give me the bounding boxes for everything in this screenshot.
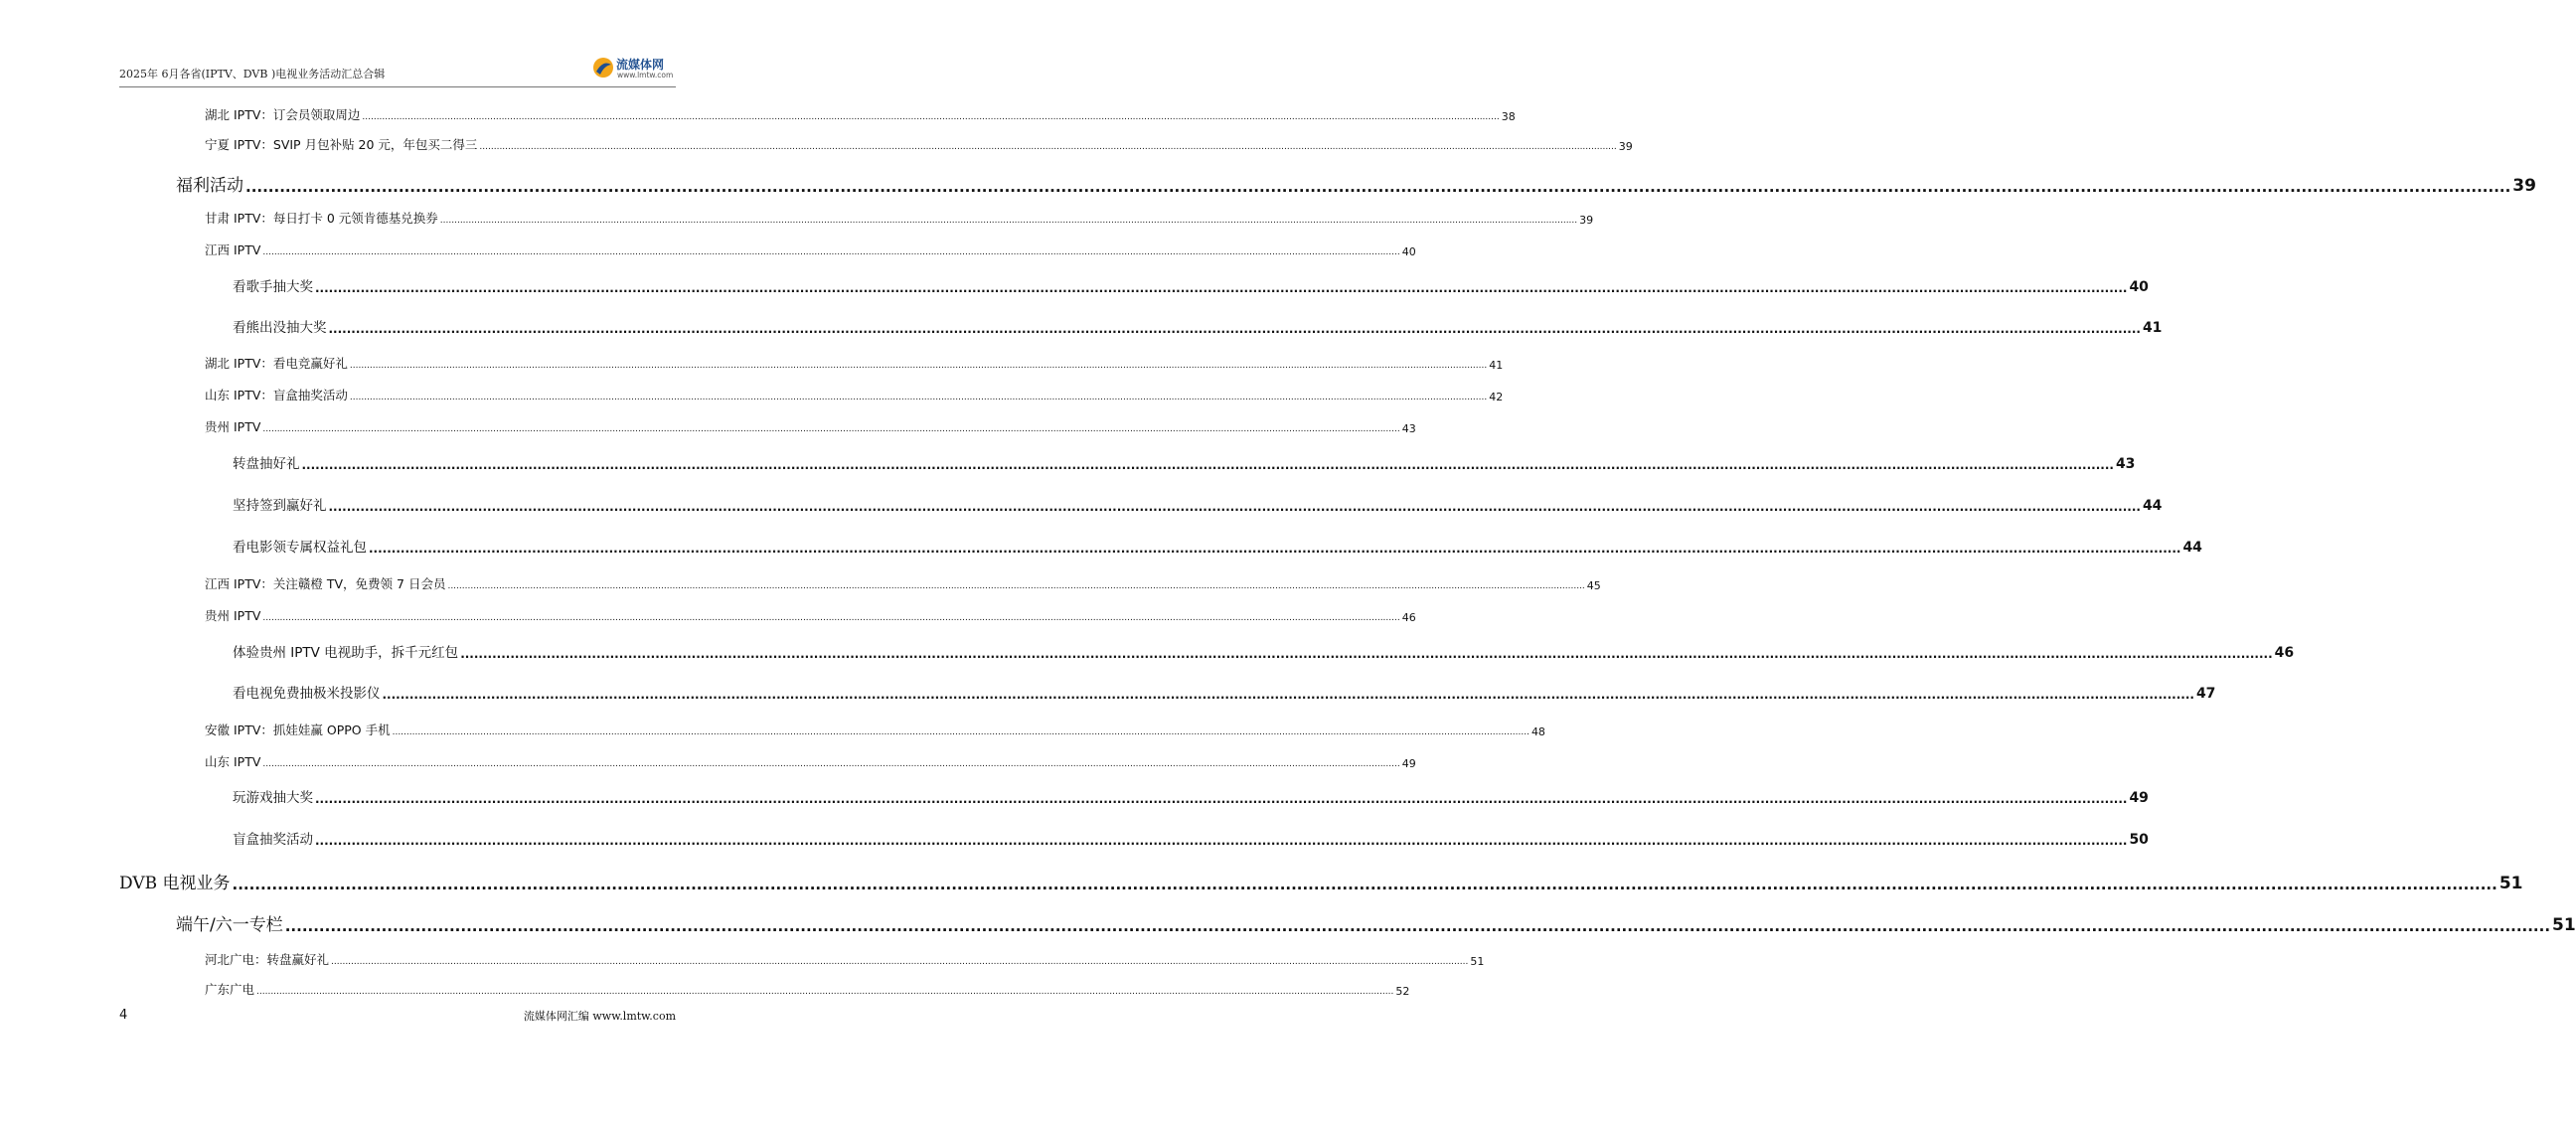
- footer-credit: 流媒体网汇编 www.lmtw.com: [523, 1010, 676, 1023]
- toc-entry-page: 46: [2274, 645, 2295, 661]
- toc-dot-leader: ................................................................................................................................................................................................................................................................................................................................................................................................................: [362, 112, 1500, 122]
- toc-entry-title: 看电影领专属权益礼包: [233, 540, 367, 556]
- toc-entry[interactable]: [205, 354, 1504, 372]
- lmtw-logo: [592, 55, 682, 84]
- toc-entry-page: 42: [1489, 391, 1504, 403]
- toc-dot-leader: ................................................................................................................................................................................................................................................................................................................................................................................................................: [328, 500, 2141, 514]
- toc-entry-title: 贵州 IPTV: [205, 419, 261, 434]
- toc-entry-title: 江西 IPTV：关注赣橙 TV，免费领 7 日会员: [205, 576, 446, 591]
- toc-entry-title: DVB 电视业务: [119, 874, 231, 893]
- toc-entry-title: 看电视免费抽极米投影仪: [233, 686, 381, 702]
- toc-entry-page: 40: [2129, 279, 2149, 295]
- toc-dot-leader: ................................................................................................................................................................................................................................................................................................................................................................................................................: [262, 247, 1400, 257]
- footer-page-number: 4: [119, 1008, 128, 1023]
- toc-dot-leader: ................................................................................................................................................................................................................................................................................................................................................................................................................: [284, 917, 2551, 935]
- toc-entry[interactable]: [205, 135, 1633, 153]
- toc-entry[interactable]: [205, 105, 1516, 123]
- toc-entry-title: 贵州 IPTV: [205, 608, 261, 623]
- toc-entry-page: 49: [1401, 757, 1416, 770]
- toc-entry[interactable]: [233, 828, 2149, 848]
- toc-entry[interactable]: [205, 417, 1416, 435]
- toc-entry[interactable]: [205, 209, 1594, 227]
- toc-entry-title: 宁夏 IPTV：SVIP 月包补贴 20 元，年包买二得三: [205, 137, 478, 152]
- toc-entry[interactable]: [205, 721, 1545, 738]
- toc-dot-leader: ................................................................................................................................................................................................................................................................................................................................................................................................................: [315, 281, 2128, 295]
- toc-dot-leader: ................................................................................................................................................................................................................................................................................................................................................................................................................: [262, 759, 1400, 769]
- toc-entry-title: 盲盒抽奖活动: [233, 832, 313, 848]
- toc-entry-page: 43: [2115, 456, 2136, 472]
- toc-dot-leader: ................................................................................................................................................................................................................................................................................................................................................................................................................: [479, 142, 1617, 152]
- toc-entry-title: 福利活动: [176, 176, 243, 196]
- toc-entry[interactable]: [233, 316, 2163, 336]
- toc-entry-page: 51: [2552, 915, 2576, 935]
- toc-entry[interactable]: [205, 606, 1416, 624]
- toc-entry-title: 湖北 IPTV：看电竞赢好礼: [205, 356, 348, 371]
- toc-dot-leader: ................................................................................................................................................................................................................................................................................................................................................................................................................: [392, 727, 1530, 737]
- toc-entry-title: 甘肃 IPTV：每日打卡 0 元领肯德基兑换券: [205, 211, 438, 226]
- header-divider: [119, 86, 676, 87]
- toc-dot-leader: ................................................................................................................................................................................................................................................................................................................................................................................................................: [232, 876, 2497, 893]
- logo-mark-icon: [592, 57, 614, 79]
- toc-entry[interactable]: [233, 536, 2202, 556]
- toc-dot-leader: ................................................................................................................................................................................................................................................................................................................................................................................................................: [256, 987, 1394, 997]
- toc-entry[interactable]: [205, 980, 1410, 998]
- toc-entry[interactable]: [205, 574, 1601, 592]
- toc-dot-leader: ................................................................................................................................................................................................................................................................................................................................................................................................................: [349, 393, 1488, 402]
- logo-text: 流媒体网: [616, 58, 665, 72]
- toc-entry-page: 38: [1501, 110, 1516, 123]
- toc-dot-leader: ................................................................................................................................................................................................................................................................................................................................................................................................................: [262, 613, 1400, 623]
- toc-entry-page: 51: [1470, 955, 1485, 968]
- toc-entry-page: 50: [2129, 832, 2149, 848]
- toc-dot-leader: ................................................................................................................................................................................................................................................................................................................................................................................................................: [460, 647, 2273, 661]
- document-header-title: 2025年 6月各省(IPTV、DVB )电视业务活动汇总合辑: [119, 68, 386, 80]
- toc-entry-page: 52: [1395, 985, 1410, 998]
- toc-entry-page: 40: [1401, 245, 1416, 258]
- toc-entry[interactable]: [233, 786, 2149, 806]
- toc-entry[interactable]: [176, 910, 2576, 935]
- toc-entry-title: 江西 IPTV: [205, 242, 261, 257]
- toc-entry-page: 41: [2142, 320, 2163, 336]
- toc-entry-page: 45: [1586, 579, 1601, 592]
- toc-entry-page: 46: [1401, 611, 1416, 624]
- toc-entry-title: 湖北 IPTV：订会员领取周边: [205, 107, 361, 122]
- toc-entry[interactable]: [233, 275, 2149, 295]
- toc-entry-title: 安徽 IPTV：抓娃娃赢 OPPO 手机: [205, 723, 391, 737]
- toc-entry-title: 体验贵州 IPTV 电视助手，拆千元红包: [233, 645, 459, 661]
- toc-dot-leader: ................................................................................................................................................................................................................................................................................................................................................................................................................: [301, 458, 2114, 472]
- toc-entry-title: 河北广电：转盘赢好礼: [205, 952, 330, 967]
- toc-entry[interactable]: [205, 386, 1504, 403]
- toc-entry-page: 47: [2195, 686, 2216, 702]
- toc-entry-page: 48: [1530, 725, 1545, 738]
- toc-entry[interactable]: [205, 752, 1416, 770]
- toc-entry[interactable]: [205, 241, 1416, 258]
- toc-entry-page: 49: [2129, 790, 2149, 806]
- toc-dot-leader: ................................................................................................................................................................................................................................................................................................................................................................................................................: [315, 834, 2128, 848]
- toc-entry[interactable]: [205, 950, 1485, 968]
- toc-entry-page: 41: [1489, 359, 1504, 372]
- toc-entry-page: 44: [2182, 540, 2202, 556]
- toc-entry[interactable]: [233, 682, 2216, 702]
- toc-dot-leader: ................................................................................................................................................................................................................................................................................................................................................................................................................: [331, 957, 1469, 967]
- toc-dot-leader: ................................................................................................................................................................................................................................................................................................................................................................................................................: [382, 688, 2194, 702]
- logo-url: www.lmtw.com: [617, 71, 674, 80]
- toc-entry-page: 43: [1401, 422, 1416, 435]
- toc-dot-leader: ................................................................................................................................................................................................................................................................................................................................................................................................................: [369, 542, 2181, 556]
- toc-entry-page: 44: [2142, 498, 2163, 514]
- toc-entry-page: 39: [1579, 214, 1594, 227]
- toc-dot-leader: ................................................................................................................................................................................................................................................................................................................................................................................................................: [262, 424, 1400, 434]
- toc-entry-title: 坚持签到赢好礼: [233, 498, 327, 514]
- toc-entry[interactable]: [176, 171, 2536, 196]
- toc-entry[interactable]: [233, 641, 2295, 661]
- toc-entry-title: 玩游戏抽大奖: [233, 790, 313, 806]
- toc-entry-page: 51: [2498, 874, 2523, 893]
- toc-entry[interactable]: [233, 452, 2136, 472]
- toc-entry-title: 山东 IPTV：盲盒抽奖活动: [205, 388, 348, 402]
- toc-entry-title: 广东广电: [205, 982, 255, 997]
- toc-entry-title: 转盘抽好礼: [233, 456, 300, 472]
- toc-entry-title: 看熊出没抽大奖: [233, 320, 327, 336]
- toc-dot-leader: ................................................................................................................................................................................................................................................................................................................................................................................................................: [328, 322, 2141, 336]
- toc-entry-title: 山东 IPTV: [205, 754, 261, 769]
- toc-entry[interactable]: [233, 494, 2163, 514]
- toc-dot-leader: ................................................................................................................................................................................................................................................................................................................................................................................................................: [447, 581, 1585, 591]
- toc-entry[interactable]: [119, 869, 2523, 893]
- toc-dot-leader: ................................................................................................................................................................................................................................................................................................................................................................................................................: [439, 216, 1578, 226]
- toc-entry-title: 端午/六一专栏: [176, 915, 283, 935]
- toc-entry-page: 39: [1618, 140, 1633, 153]
- toc-entry-title: 看歌手抽大奖: [233, 279, 313, 295]
- toc-entry-page: 39: [2512, 176, 2536, 196]
- toc-dot-leader: ................................................................................................................................................................................................................................................................................................................................................................................................................: [315, 792, 2128, 806]
- toc-dot-leader: ................................................................................................................................................................................................................................................................................................................................................................................................................: [349, 361, 1488, 371]
- toc-dot-leader: ................................................................................................................................................................................................................................................................................................................................................................................................................: [245, 178, 2511, 196]
